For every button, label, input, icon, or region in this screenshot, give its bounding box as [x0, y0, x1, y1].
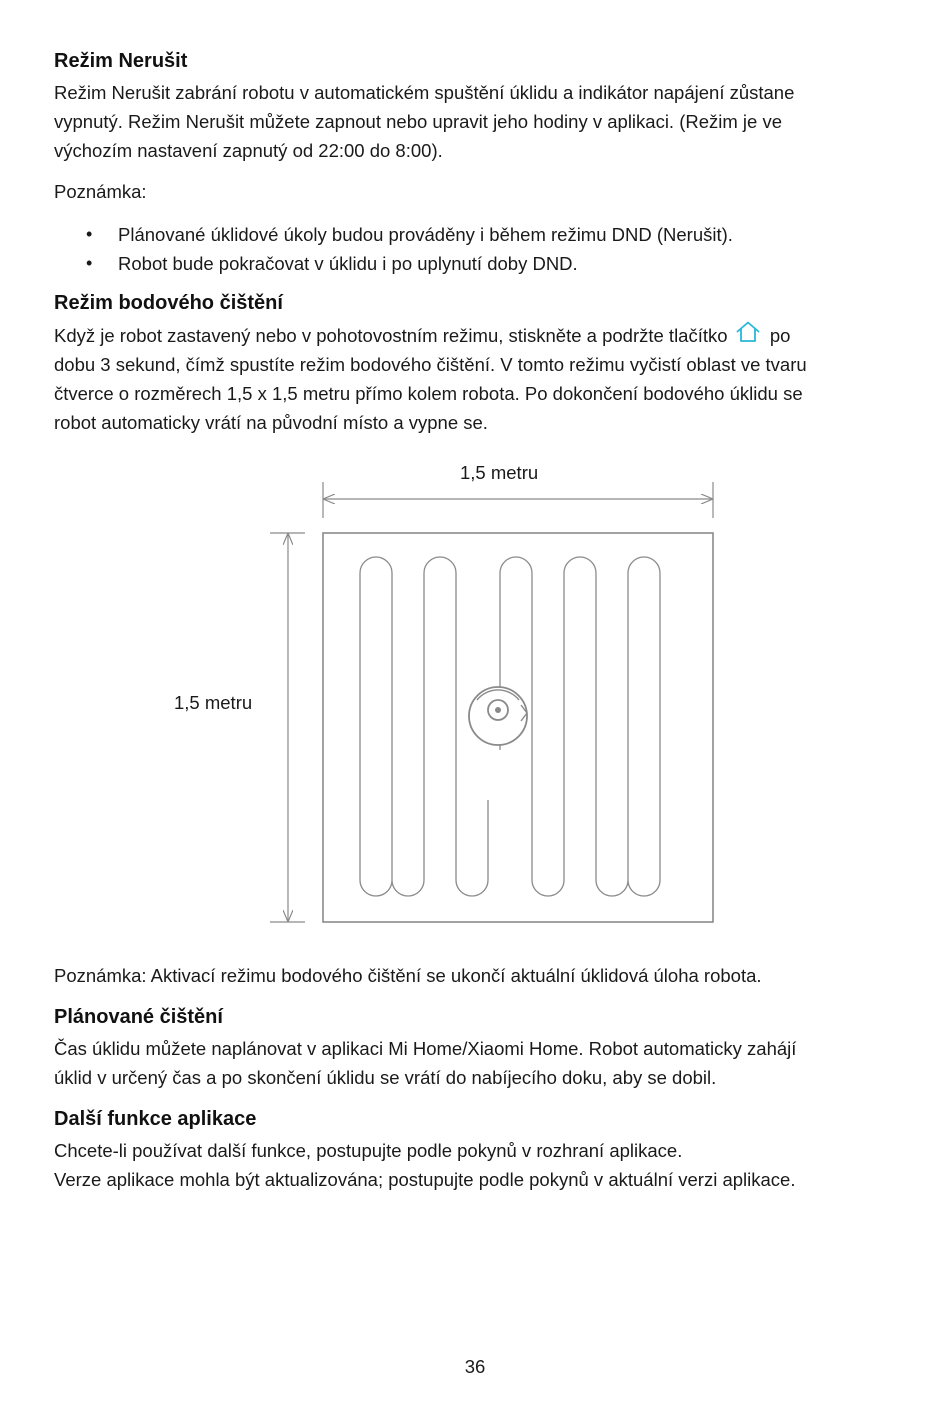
dnd-heading: Režim Nerušit: [54, 50, 188, 72]
dnd-line-1: Režim Nerušit zabrání robotu v automatickém spuštění úklidu a indikátor napájení zůstane: [54, 82, 795, 103]
section-scheduled: [54, 1004, 874, 1092]
dnd-line-2: vypnutý. Režim Nerušit můžete zapnout nebo upravit jeho hodiny v aplikaci. (Režim je ve: [54, 111, 783, 132]
bullet-text: Plánované úklidové úkoly budou prováděny i během režimu DND (Nerušit).: [118, 224, 733, 245]
spot-line-1-end: po: [769, 325, 791, 346]
spot-line-1: Když je robot zastavený nebo v pohotovostním režimu, stiskněte a podržte tlačítko: [54, 325, 728, 346]
page-number: 36: [464, 1356, 486, 1377]
bullet-icon: •: [86, 224, 93, 244]
bullet-text: Robot bude pokračovat v úklidu i po uplynutí doby DND.: [118, 253, 578, 274]
lower-content: [54, 961, 874, 1194]
width-dimension-line: [323, 482, 713, 518]
height-label: 1,5 metru: [174, 692, 253, 713]
spot-line-2: dobu 3 sekund, čímž spustíte režim bodového čištění. V tomto režimu vyčistí oblast ve tvaru: [54, 354, 807, 375]
dnd-line-3: výchozím nastavení zapnutý od 22:00 do 8:00).: [54, 140, 443, 161]
robot-vacuum-icon: [469, 687, 527, 745]
more-line-1: Chcete-li používat další funkce, postupujte podle pokynů v rozhraní aplikace.: [54, 1140, 683, 1161]
section-more-functions: [54, 1106, 874, 1194]
bullet-icon: •: [86, 253, 93, 273]
width-label: 1,5 metru: [460, 462, 539, 483]
scheduled-paragraph: [54, 1034, 874, 1092]
spot-line-4: robot automaticky vrátí na původní místo a vypne se.: [54, 412, 488, 433]
scheduled-line-1: Čas úklidu můžete naplánovat v aplikaci Mi Home/Xiaomi Home. Robot automaticky zahájí: [54, 1038, 797, 1059]
spot-heading: Režim bodového čištění: [54, 292, 283, 314]
spot-line-3: čtverce o rozměrech 1,5 x 1,5 metru přímo kolem robota. Po dokončení bodového úklidu se: [54, 383, 803, 404]
spot-note: Poznámka: Aktivací režimu bodového čištění se ukončí aktuální úklidová úloha robota.: [54, 965, 762, 986]
more-line-2: Verze aplikace mohla být aktualizována; postupujte podle pokynů v aktuální verzi aplikace.: [54, 1169, 796, 1190]
scheduled-line-2: úklid v určený čas a po skončení úklidu se vrátí do nabíjecího doku, aby se dobil.: [54, 1067, 717, 1088]
scheduled-heading: Plánované čištění: [54, 1006, 223, 1028]
more-heading: Další funkce aplikace: [54, 1108, 257, 1130]
height-dimension-line: [270, 533, 305, 922]
more-paragraph: [54, 1136, 874, 1194]
dnd-note-label: Poznámka:: [54, 181, 147, 202]
